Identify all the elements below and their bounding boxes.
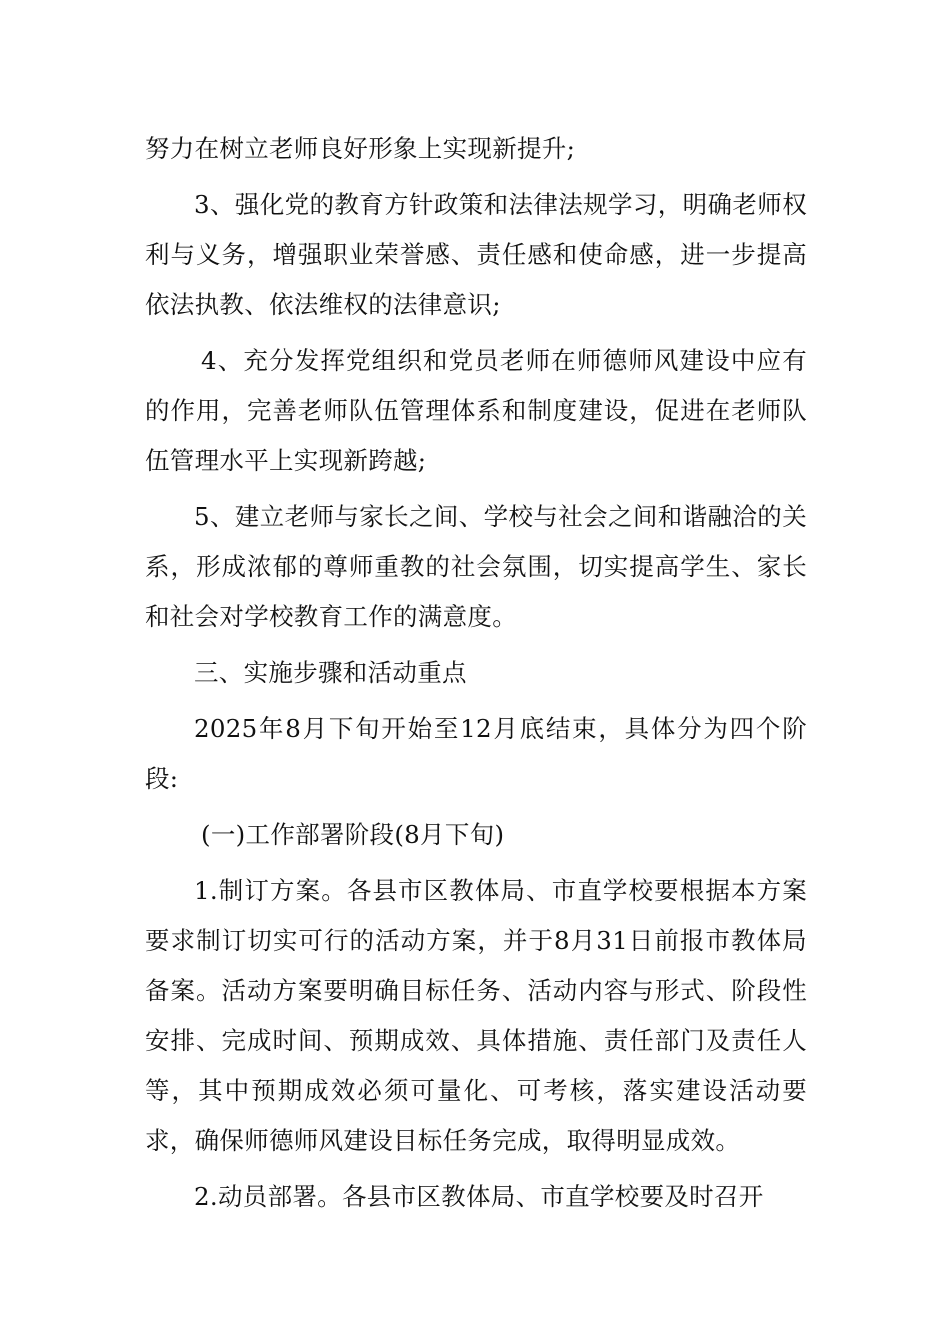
subsection-heading: (一)工作部署阶段(8月下旬): [201, 820, 505, 849]
paragraph-schedule: 2025年8月下旬开始至12月底结束，具体分为四个阶段:: [145, 714, 807, 793]
section-heading: 三、实施步骤和活动重点: [194, 658, 467, 687]
paragraph-item-4: 4、充分发挥党组织和党员老师在师德师风建设中应有的作用，完善老师队伍管理体系和制度建设，促进在老师队伍管理水平上实现新跨越;: [145, 346, 807, 475]
paragraph-continuation: 努力在树立老师良好形象上实现新提升;: [145, 134, 576, 163]
paragraph-item-3: 3、强化党的教育方针政策和法律法规学习，明确老师权利与义务，增强职业荣誉感、责任感和使命感，进一步提高依法执教、依法维权的法律意识;: [145, 190, 807, 319]
paragraph-plan: 1.制订方案。各县市区教体局、市直学校要根据本方案要求制订切实可行的活动方案，并于8月31日前报市教体局备案。活动方案要明确目标任务、活动内容与形式、阶段性安排、完成时间、预期成效、具体措施、责任部门及责任人等，其中预期成效必须可量化、可考核，落实建设活动要求，确保师德师风建设目标任务完成，取得明显成效。: [145, 876, 807, 1155]
document-body: [145, 124, 807, 1228]
paragraph-item-5: 5、建立老师与家长之间、学校与社会之间和谐融洽的关系，形成浓郁的尊师重教的社会氛围，切实提高学生、家长和社会对学校教育工作的满意度。: [145, 502, 807, 631]
paragraph-mobilization: 2.动员部署。各县市区教体局、市直学校要及时召开: [194, 1182, 764, 1211]
